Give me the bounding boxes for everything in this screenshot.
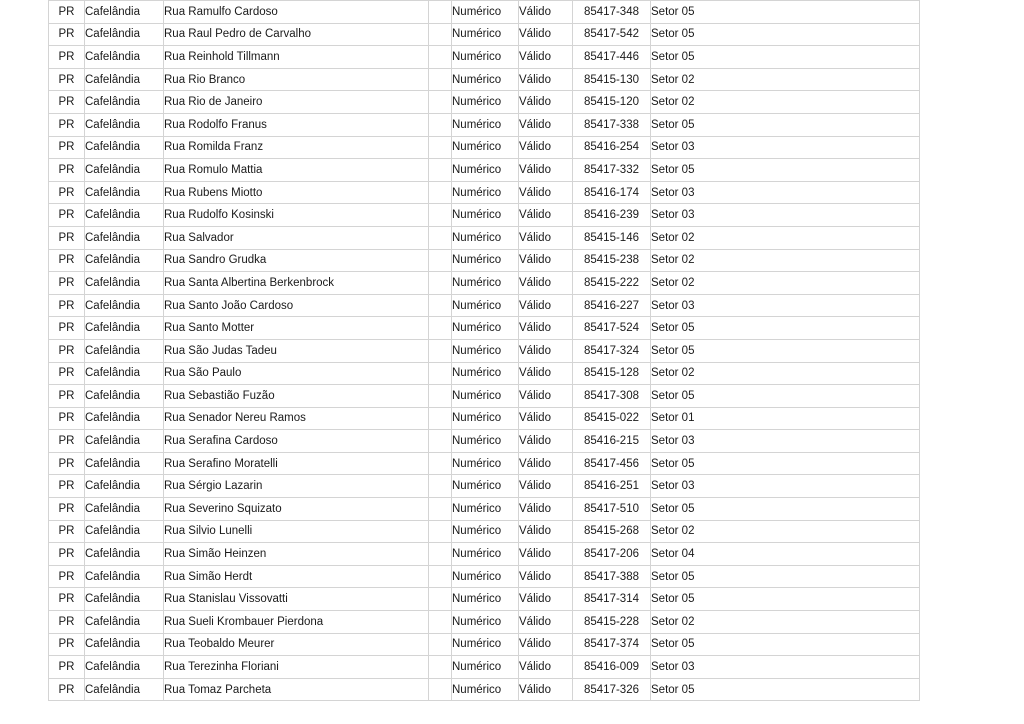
sector-cell: Setor 05 bbox=[651, 385, 920, 408]
type-cell: Numérico bbox=[452, 46, 519, 69]
state-cell: PR bbox=[49, 543, 85, 566]
table-row bbox=[49, 181, 920, 204]
type-cell: Numérico bbox=[452, 588, 519, 611]
status-cell: Válido bbox=[519, 430, 573, 453]
city-cell: Cafelândia bbox=[85, 430, 164, 453]
status-cell: Válido bbox=[519, 136, 573, 159]
status-cell: Válido bbox=[519, 362, 573, 385]
city-cell: Cafelândia bbox=[85, 136, 164, 159]
type-cell: Numérico bbox=[452, 249, 519, 272]
type-cell: Numérico bbox=[452, 226, 519, 249]
sector-cell: Setor 05 bbox=[651, 113, 920, 136]
status-cell: Válido bbox=[519, 498, 573, 521]
sector-cell: Setor 03 bbox=[651, 136, 920, 159]
table-row bbox=[49, 339, 920, 362]
type-cell: Numérico bbox=[452, 543, 519, 566]
blank-cell bbox=[429, 1, 452, 24]
street-cell: Rua Sebastião Fuzão bbox=[164, 385, 429, 408]
type-cell: Numérico bbox=[452, 204, 519, 227]
city-cell: Cafelândia bbox=[85, 91, 164, 114]
state-cell: PR bbox=[49, 520, 85, 543]
sector-cell: Setor 03 bbox=[651, 430, 920, 453]
type-cell: Numérico bbox=[452, 498, 519, 521]
blank-cell bbox=[429, 159, 452, 182]
blank-cell bbox=[429, 136, 452, 159]
type-cell: Numérico bbox=[452, 611, 519, 634]
street-cell: Rua Santa Albertina Berkenbrock bbox=[164, 272, 429, 295]
street-cell: Rua Rio Branco bbox=[164, 68, 429, 91]
city-cell: Cafelândia bbox=[85, 588, 164, 611]
type-cell: Numérico bbox=[452, 475, 519, 498]
sector-cell: Setor 02 bbox=[651, 249, 920, 272]
postal-code-cell: 85415-222 bbox=[573, 272, 651, 295]
state-cell: PR bbox=[49, 159, 85, 182]
state-cell: PR bbox=[49, 1, 85, 24]
street-cell: Rua Rodolfo Franus bbox=[164, 113, 429, 136]
type-cell: Numérico bbox=[452, 452, 519, 475]
blank-cell bbox=[429, 565, 452, 588]
city-cell: Cafelândia bbox=[85, 565, 164, 588]
postal-code-cell: 85417-542 bbox=[573, 23, 651, 46]
state-cell: PR bbox=[49, 611, 85, 634]
type-cell: Numérico bbox=[452, 362, 519, 385]
table-row bbox=[49, 633, 920, 656]
table-row bbox=[49, 362, 920, 385]
city-cell: Cafelândia bbox=[85, 181, 164, 204]
sector-cell: Setor 05 bbox=[651, 588, 920, 611]
status-cell: Válido bbox=[519, 339, 573, 362]
city-cell: Cafelândia bbox=[85, 611, 164, 634]
state-cell: PR bbox=[49, 385, 85, 408]
sector-cell: Setor 05 bbox=[651, 452, 920, 475]
state-cell: PR bbox=[49, 498, 85, 521]
sector-cell: Setor 02 bbox=[651, 520, 920, 543]
sector-cell: Setor 05 bbox=[651, 159, 920, 182]
blank-cell bbox=[429, 272, 452, 295]
table-row bbox=[49, 226, 920, 249]
table-row bbox=[49, 272, 920, 295]
postal-code-cell: 85415-238 bbox=[573, 249, 651, 272]
table-row bbox=[49, 565, 920, 588]
blank-cell bbox=[429, 475, 452, 498]
city-cell: Cafelândia bbox=[85, 498, 164, 521]
type-cell: Numérico bbox=[452, 633, 519, 656]
sector-cell: Setor 02 bbox=[651, 226, 920, 249]
city-cell: Cafelândia bbox=[85, 272, 164, 295]
street-cell: Rua Rubens Miotto bbox=[164, 181, 429, 204]
city-cell: Cafelândia bbox=[85, 543, 164, 566]
status-cell: Válido bbox=[519, 543, 573, 566]
city-cell: Cafelândia bbox=[85, 159, 164, 182]
blank-cell bbox=[429, 91, 452, 114]
city-cell: Cafelândia bbox=[85, 294, 164, 317]
blank-cell bbox=[429, 678, 452, 701]
type-cell: Numérico bbox=[452, 407, 519, 430]
type-cell: Numérico bbox=[452, 91, 519, 114]
postal-code-cell: 85417-326 bbox=[573, 678, 651, 701]
sector-cell: Setor 05 bbox=[651, 1, 920, 24]
table-row bbox=[49, 317, 920, 340]
status-cell: Válido bbox=[519, 1, 573, 24]
type-cell: Numérico bbox=[452, 113, 519, 136]
table-row bbox=[49, 294, 920, 317]
table-row bbox=[49, 136, 920, 159]
sector-cell: Setor 03 bbox=[651, 475, 920, 498]
blank-cell bbox=[429, 385, 452, 408]
status-cell: Válido bbox=[519, 204, 573, 227]
sector-cell: Setor 01 bbox=[651, 407, 920, 430]
postal-code-cell: 85417-338 bbox=[573, 113, 651, 136]
status-cell: Válido bbox=[519, 46, 573, 69]
blank-cell bbox=[429, 204, 452, 227]
table-row bbox=[49, 385, 920, 408]
state-cell: PR bbox=[49, 23, 85, 46]
state-cell: PR bbox=[49, 136, 85, 159]
city-cell: Cafelândia bbox=[85, 23, 164, 46]
sector-cell: Setor 05 bbox=[651, 633, 920, 656]
street-cell: Rua Silvio Lunelli bbox=[164, 520, 429, 543]
state-cell: PR bbox=[49, 272, 85, 295]
postal-code-cell: 85417-324 bbox=[573, 339, 651, 362]
street-cell: Rua Serafino Moratelli bbox=[164, 452, 429, 475]
sector-cell: Setor 05 bbox=[651, 339, 920, 362]
postal-code-cell: 85415-130 bbox=[573, 68, 651, 91]
blank-cell bbox=[429, 588, 452, 611]
type-cell: Numérico bbox=[452, 520, 519, 543]
status-cell: Válido bbox=[519, 91, 573, 114]
blank-cell bbox=[429, 339, 452, 362]
blank-cell bbox=[429, 317, 452, 340]
sector-cell: Setor 05 bbox=[651, 23, 920, 46]
street-cell: Rua Romulo Mattia bbox=[164, 159, 429, 182]
city-cell: Cafelândia bbox=[85, 385, 164, 408]
state-cell: PR bbox=[49, 656, 85, 679]
blank-cell bbox=[429, 633, 452, 656]
street-cell: Rua Simão Herdt bbox=[164, 565, 429, 588]
state-cell: PR bbox=[49, 317, 85, 340]
city-cell: Cafelândia bbox=[85, 317, 164, 340]
status-cell: Válido bbox=[519, 611, 573, 634]
city-cell: Cafelândia bbox=[85, 68, 164, 91]
city-cell: Cafelândia bbox=[85, 475, 164, 498]
state-cell: PR bbox=[49, 294, 85, 317]
sector-cell: Setor 02 bbox=[651, 91, 920, 114]
table-row bbox=[49, 113, 920, 136]
address-table bbox=[48, 0, 920, 701]
postal-code-cell: 85416-254 bbox=[573, 136, 651, 159]
status-cell: Válido bbox=[519, 294, 573, 317]
street-cell: Rua Raul Pedro de Carvalho bbox=[164, 23, 429, 46]
street-cell: Rua São Paulo bbox=[164, 362, 429, 385]
state-cell: PR bbox=[49, 430, 85, 453]
city-cell: Cafelândia bbox=[85, 1, 164, 24]
status-cell: Válido bbox=[519, 678, 573, 701]
street-cell: Rua Sandro Grudka bbox=[164, 249, 429, 272]
table-row bbox=[49, 452, 920, 475]
type-cell: Numérico bbox=[452, 565, 519, 588]
state-cell: PR bbox=[49, 678, 85, 701]
sector-cell: Setor 05 bbox=[651, 498, 920, 521]
blank-cell bbox=[429, 46, 452, 69]
street-cell: Rua Rudolfo Kosinski bbox=[164, 204, 429, 227]
postal-code-cell: 85417-332 bbox=[573, 159, 651, 182]
state-cell: PR bbox=[49, 249, 85, 272]
postal-code-cell: 85417-524 bbox=[573, 317, 651, 340]
table-row bbox=[49, 68, 920, 91]
street-cell: Rua Tomaz Parcheta bbox=[164, 678, 429, 701]
postal-code-cell: 85416-251 bbox=[573, 475, 651, 498]
blank-cell bbox=[429, 452, 452, 475]
sector-cell: Setor 03 bbox=[651, 294, 920, 317]
status-cell: Válido bbox=[519, 520, 573, 543]
blank-cell bbox=[429, 181, 452, 204]
city-cell: Cafelândia bbox=[85, 113, 164, 136]
blank-cell bbox=[429, 113, 452, 136]
type-cell: Numérico bbox=[452, 136, 519, 159]
sector-cell: Setor 02 bbox=[651, 362, 920, 385]
postal-code-cell: 85417-510 bbox=[573, 498, 651, 521]
street-cell: Rua Salvador bbox=[164, 226, 429, 249]
status-cell: Válido bbox=[519, 656, 573, 679]
street-cell: Rua Terezinha Floriani bbox=[164, 656, 429, 679]
street-cell: Rua Rio de Janeiro bbox=[164, 91, 429, 114]
postal-code-cell: 85417-348 bbox=[573, 1, 651, 24]
status-cell: Válido bbox=[519, 272, 573, 295]
state-cell: PR bbox=[49, 113, 85, 136]
state-cell: PR bbox=[49, 452, 85, 475]
sector-cell: Setor 05 bbox=[651, 565, 920, 588]
state-cell: PR bbox=[49, 565, 85, 588]
city-cell: Cafelândia bbox=[85, 633, 164, 656]
state-cell: PR bbox=[49, 68, 85, 91]
city-cell: Cafelândia bbox=[85, 339, 164, 362]
blank-cell bbox=[429, 362, 452, 385]
postal-code-cell: 85416-009 bbox=[573, 656, 651, 679]
state-cell: PR bbox=[49, 362, 85, 385]
state-cell: PR bbox=[49, 407, 85, 430]
postal-code-cell: 85417-456 bbox=[573, 452, 651, 475]
blank-cell bbox=[429, 656, 452, 679]
state-cell: PR bbox=[49, 46, 85, 69]
blank-cell bbox=[429, 543, 452, 566]
blank-cell bbox=[429, 294, 452, 317]
street-cell: Rua Reinhold Tillmann bbox=[164, 46, 429, 69]
table-row bbox=[49, 407, 920, 430]
blank-cell bbox=[429, 611, 452, 634]
blank-cell bbox=[429, 520, 452, 543]
sector-cell: Setor 05 bbox=[651, 317, 920, 340]
street-cell: Rua Simão Heinzen bbox=[164, 543, 429, 566]
table-row bbox=[49, 91, 920, 114]
state-cell: PR bbox=[49, 588, 85, 611]
street-cell: Rua Senador Nereu Ramos bbox=[164, 407, 429, 430]
postal-code-cell: 85415-128 bbox=[573, 362, 651, 385]
status-cell: Válido bbox=[519, 565, 573, 588]
type-cell: Numérico bbox=[452, 339, 519, 362]
type-cell: Numérico bbox=[452, 68, 519, 91]
city-cell: Cafelândia bbox=[85, 46, 164, 69]
city-cell: Cafelândia bbox=[85, 452, 164, 475]
type-cell: Numérico bbox=[452, 294, 519, 317]
sector-cell: Setor 02 bbox=[651, 68, 920, 91]
postal-code-cell: 85417-388 bbox=[573, 565, 651, 588]
type-cell: Numérico bbox=[452, 181, 519, 204]
status-cell: Válido bbox=[519, 68, 573, 91]
city-cell: Cafelândia bbox=[85, 656, 164, 679]
city-cell: Cafelândia bbox=[85, 407, 164, 430]
blank-cell bbox=[429, 249, 452, 272]
postal-code-cell: 85416-239 bbox=[573, 204, 651, 227]
postal-code-cell: 85415-268 bbox=[573, 520, 651, 543]
table-row bbox=[49, 46, 920, 69]
blank-cell bbox=[429, 226, 452, 249]
postal-code-cell: 85417-446 bbox=[573, 46, 651, 69]
status-cell: Válido bbox=[519, 181, 573, 204]
table-row bbox=[49, 1, 920, 24]
state-cell: PR bbox=[49, 204, 85, 227]
postal-code-cell: 85417-206 bbox=[573, 543, 651, 566]
type-cell: Numérico bbox=[452, 272, 519, 295]
table-row bbox=[49, 520, 920, 543]
street-cell: Rua Stanislau Vissovatti bbox=[164, 588, 429, 611]
table-row bbox=[49, 656, 920, 679]
street-cell: Rua Serafina Cardoso bbox=[164, 430, 429, 453]
status-cell: Válido bbox=[519, 226, 573, 249]
table-row bbox=[49, 498, 920, 521]
sector-cell: Setor 02 bbox=[651, 611, 920, 634]
table-row bbox=[49, 430, 920, 453]
status-cell: Válido bbox=[519, 317, 573, 340]
sector-cell: Setor 05 bbox=[651, 46, 920, 69]
sector-cell: Setor 03 bbox=[651, 656, 920, 679]
sector-cell: Setor 03 bbox=[651, 181, 920, 204]
table-row bbox=[49, 204, 920, 227]
status-cell: Válido bbox=[519, 475, 573, 498]
blank-cell bbox=[429, 23, 452, 46]
postal-code-cell: 85415-022 bbox=[573, 407, 651, 430]
sector-cell: Setor 05 bbox=[651, 678, 920, 701]
type-cell: Numérico bbox=[452, 656, 519, 679]
table-row bbox=[49, 159, 920, 182]
table-row bbox=[49, 611, 920, 634]
status-cell: Válido bbox=[519, 113, 573, 136]
street-cell: Rua Severino Squizato bbox=[164, 498, 429, 521]
street-cell: Rua São Judas Tadeu bbox=[164, 339, 429, 362]
state-cell: PR bbox=[49, 633, 85, 656]
city-cell: Cafelândia bbox=[85, 226, 164, 249]
table-row bbox=[49, 588, 920, 611]
table-row bbox=[49, 249, 920, 272]
type-cell: Numérico bbox=[452, 430, 519, 453]
status-cell: Válido bbox=[519, 452, 573, 475]
state-cell: PR bbox=[49, 181, 85, 204]
type-cell: Numérico bbox=[452, 23, 519, 46]
type-cell: Numérico bbox=[452, 678, 519, 701]
postal-code-cell: 85417-374 bbox=[573, 633, 651, 656]
postal-code-cell: 85416-227 bbox=[573, 294, 651, 317]
sector-cell: Setor 03 bbox=[651, 204, 920, 227]
street-cell: Rua Romilda Franz bbox=[164, 136, 429, 159]
street-cell: Rua Sueli Krombauer Pierdona bbox=[164, 611, 429, 634]
status-cell: Válido bbox=[519, 633, 573, 656]
sector-cell: Setor 04 bbox=[651, 543, 920, 566]
postal-code-cell: 85417-314 bbox=[573, 588, 651, 611]
street-cell: Rua Ramulfo Cardoso bbox=[164, 1, 429, 24]
status-cell: Válido bbox=[519, 588, 573, 611]
status-cell: Válido bbox=[519, 249, 573, 272]
table-row bbox=[49, 23, 920, 46]
status-cell: Válido bbox=[519, 23, 573, 46]
postal-code-cell: 85416-174 bbox=[573, 181, 651, 204]
table-row bbox=[49, 678, 920, 701]
city-cell: Cafelândia bbox=[85, 204, 164, 227]
postal-code-cell: 85415-120 bbox=[573, 91, 651, 114]
postal-code-cell: 85415-228 bbox=[573, 611, 651, 634]
type-cell: Numérico bbox=[452, 159, 519, 182]
blank-cell bbox=[429, 430, 452, 453]
city-cell: Cafelândia bbox=[85, 678, 164, 701]
status-cell: Válido bbox=[519, 407, 573, 430]
street-cell: Rua Teobaldo Meurer bbox=[164, 633, 429, 656]
city-cell: Cafelândia bbox=[85, 362, 164, 385]
type-cell: Numérico bbox=[452, 385, 519, 408]
street-cell: Rua Sérgio Lazarin bbox=[164, 475, 429, 498]
address-table-body bbox=[49, 1, 920, 701]
street-cell: Rua Santo João Cardoso bbox=[164, 294, 429, 317]
state-cell: PR bbox=[49, 339, 85, 362]
sector-cell: Setor 02 bbox=[651, 272, 920, 295]
blank-cell bbox=[429, 498, 452, 521]
street-cell: Rua Santo Motter bbox=[164, 317, 429, 340]
blank-cell bbox=[429, 68, 452, 91]
state-cell: PR bbox=[49, 91, 85, 114]
status-cell: Válido bbox=[519, 159, 573, 182]
city-cell: Cafelândia bbox=[85, 520, 164, 543]
blank-cell bbox=[429, 407, 452, 430]
city-cell: Cafelândia bbox=[85, 249, 164, 272]
type-cell: Numérico bbox=[452, 317, 519, 340]
state-cell: PR bbox=[49, 226, 85, 249]
postal-code-cell: 85415-146 bbox=[573, 226, 651, 249]
table-row bbox=[49, 475, 920, 498]
type-cell: Numérico bbox=[452, 1, 519, 24]
postal-code-cell: 85417-308 bbox=[573, 385, 651, 408]
state-cell: PR bbox=[49, 475, 85, 498]
table-row bbox=[49, 543, 920, 566]
postal-code-cell: 85416-215 bbox=[573, 430, 651, 453]
status-cell: Válido bbox=[519, 385, 573, 408]
